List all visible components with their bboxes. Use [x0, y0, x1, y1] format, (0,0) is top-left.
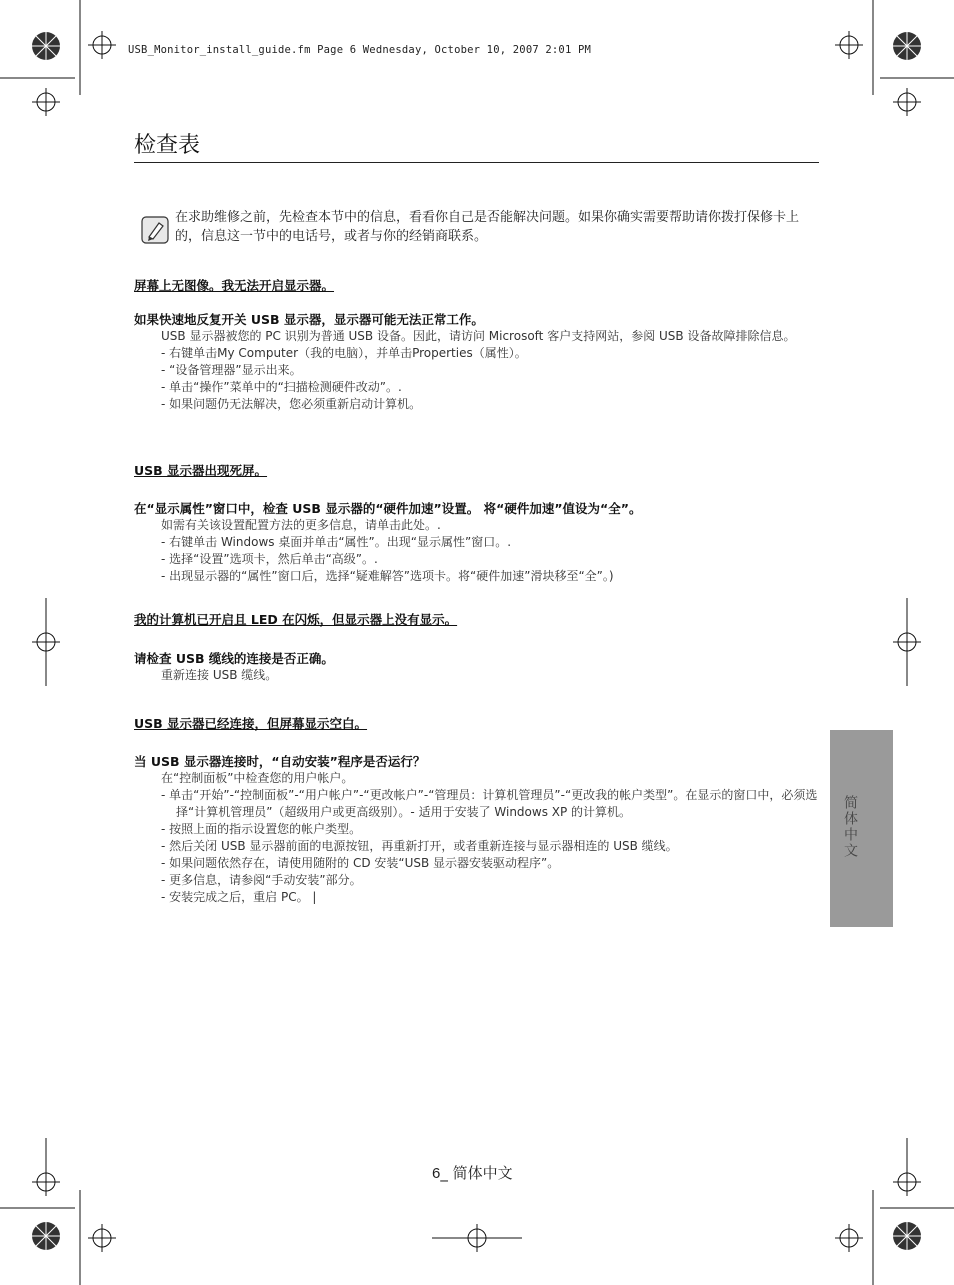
page-footer: [432, 1162, 513, 1183]
section-title: USB 显示器已经连接，但屏幕显示空白。: [134, 716, 368, 731]
list-item: - 更多信息，请参阅“手动安装”部分。: [161, 873, 362, 887]
section-no-image: [134, 277, 824, 413]
list-item: - 单击“开始”-“控制面板”-“用户帐户”-“更改帐户”-“管理员：计算机管理员”-“更改我的帐户类型”。在显示的窗口中，必须选择“计算机管理员”（超级用户或更高级别）。- 适用于安装了 Windows XP 的计算机。: [161, 788, 818, 819]
section-question: 如果快速地反复开关 USB 显示器，显示器可能无法正常工作。: [134, 312, 484, 327]
list-item: - 选择“设置”选项卡，然后单击“高级”。.: [161, 552, 378, 566]
note-pencil-icon: [141, 216, 169, 244]
section-body: 在“控制面板”中检查您的用户帐户。: [161, 771, 354, 785]
section-body: 如需有关该设置配置方法的更多信息，请单击此处。.: [161, 518, 441, 532]
list-item: - 按照上面的指示设置您的帐户类型。: [161, 822, 362, 836]
list-item: - 如果问题依然存在，请使用随附的 CD 安装“USB 显示器安装驱动程序”。: [161, 856, 560, 870]
crosshair-top-left: [88, 31, 116, 59]
section-title: 屏幕上无图像。我无法开启显示器。: [134, 278, 335, 293]
section-question: 在“显示属性”窗口中，检查 USB 显示器的“硬件加速”设置。 将“硬件加速”值设为“全”。: [134, 501, 642, 516]
note-text: 在求助维修之前，先检查本节中的信息，看看你自己是否能解决问题。如果你确实需要帮助请你拨打保修卡上的，信息这一节中的电话号，或者与你的经销商联系。: [175, 210, 800, 244]
list-item: - 然后关闭 USB 显示器前面的电源按钮，再重新打开，或者重新连接与显示器相连的 USB 缆线。: [161, 839, 678, 853]
section-title: 我的计算机已开启且 LED 在闪烁，但显示器上没有显示。: [134, 612, 458, 627]
list-item: - 右键单击My Computer（我的电脑），并单击Properties（属性）。: [161, 346, 527, 360]
page-title: 检查表: [134, 128, 819, 163]
list-item: - “设备管理器”显示出来。: [161, 363, 302, 377]
section-title: USB 显示器出现死屏。: [134, 463, 268, 478]
section-led-blinking: [134, 611, 824, 684]
list-item: - 如果问题仍无法解决，您必须重新启动计算机。: [161, 397, 422, 411]
list-item: - 出现显示器的“属性”窗口后，选择“疑难解答”选项卡。将“硬件加速”滑块移至“全”。): [161, 569, 614, 583]
footer-label: _ 简体中文: [440, 1164, 513, 1182]
page-number: 6: [432, 1165, 441, 1182]
section-body: 重新连接 USB 缆线。: [161, 668, 278, 682]
section-blank-screen: [134, 715, 824, 906]
list-item: - 右键单击 Windows 桌面并单击“属性”。出现“显示属性”窗口。.: [161, 535, 512, 549]
list-item: - 安装完成之后，重启 PC。 |: [161, 890, 317, 904]
list-item: - 单击“操作”菜单中的“扫描检测硬件改动”。.: [161, 380, 402, 394]
file-header: USB_Monitor_install_guide.fm Page 6 Wednesday, October 10, 2007 2:01 PM: [128, 44, 592, 56]
section-question: 当 USB 显示器连接时，“自动安装”程序是否运行？: [134, 754, 426, 769]
section-body: USB 显示器被您的 PC 识别为普通 USB 设备。因此，请访问 Microsoft 客户支持网站，参阅 USB 设备故障排除信息。: [161, 329, 796, 343]
side-tab-label: 简体中文: [842, 795, 858, 859]
section-dead-screen: [134, 462, 824, 585]
section-question: 请检查 USB 缆线的连接是否正确。: [134, 651, 334, 666]
